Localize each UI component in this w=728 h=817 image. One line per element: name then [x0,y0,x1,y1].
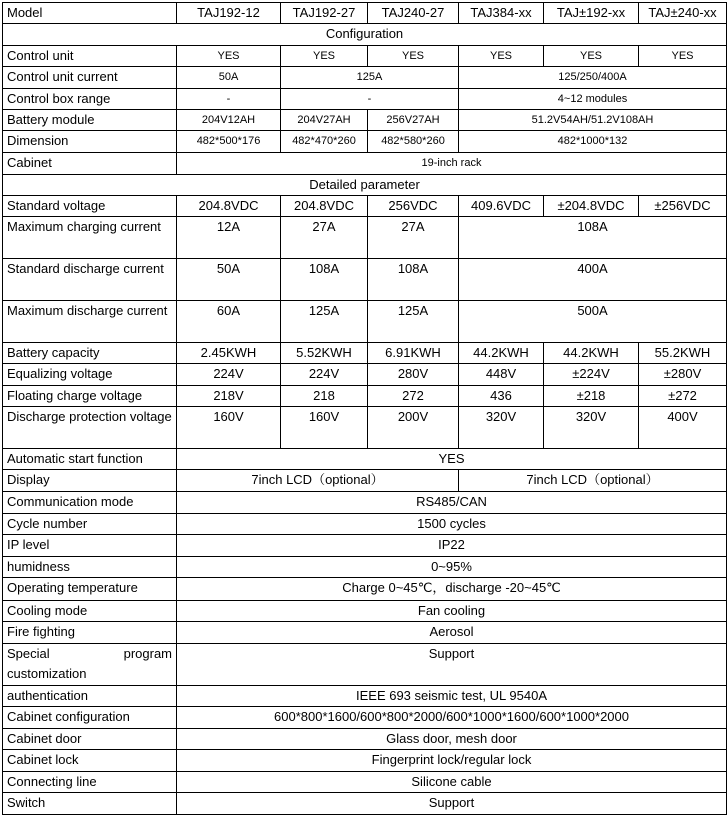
table-row [3,301,727,343]
cell-value: 160V [177,407,281,449]
cell-value: 19-inch rack [177,153,727,175]
cell-value: 60A [177,301,281,343]
cell-value: 1500 cycles [177,514,727,535]
cell-value: YES [639,46,727,67]
cell-value: 44.2KWH [459,343,544,364]
model-name: TAJ192-12 [177,3,281,24]
cell-value: 7inch LCD（optional） [177,470,459,492]
cell-value: 256VDC [368,196,459,217]
table-row [3,792,727,814]
table-row [3,557,727,578]
row-label: Cabinet configuration [3,706,177,728]
table-row [3,196,727,217]
model-name: TAJ192-27 [281,3,368,24]
table-row [3,514,727,535]
cell-value: 200V [368,407,459,449]
cell-value: YES [544,46,639,67]
cell-value: 448V [459,364,544,386]
row-label: Special program customization [3,643,177,685]
table-row [3,131,727,153]
table-row [3,578,727,600]
cell-value: Charge 0~45℃，discharge -20~45℃ [177,578,727,600]
cell-value: YES [177,449,727,470]
table-row [3,643,727,685]
model-name: TAJ384-xx [459,3,544,24]
table-row [3,492,727,514]
cell-value: 320V [544,407,639,449]
cell-value: 50A [177,259,281,301]
row-label: Standard discharge current [3,259,177,301]
cell-value: Glass door, mesh door [177,728,727,749]
cell-value: 204V27AH [281,110,368,131]
cell-value: 55.2KWH [639,343,727,364]
row-label: Control box range [3,89,177,110]
model-name: TAJ±192-xx [544,3,639,24]
cell-value: 224V [177,364,281,386]
cell-value: Silicone cable [177,771,727,792]
cell-value: 125A [281,301,368,343]
row-label: Communication mode [3,492,177,514]
row-label: Cooling mode [3,600,177,621]
model-label: Model [3,3,177,24]
cell-value: Support [177,792,727,814]
table-row [3,153,727,175]
table-row [3,728,727,749]
cell-value: RS485/CAN [177,492,727,514]
cell-value: YES [177,46,281,67]
cell-value: 256V27AH [368,110,459,131]
cell-value: ±204.8VDC [544,196,639,217]
table-row [3,89,727,110]
row-label: Cycle number [3,514,177,535]
spec-table [2,2,727,815]
table-row [3,600,727,621]
cell-value: 7inch LCD（optional） [459,470,727,492]
cell-value: 125/250/400A [459,67,727,89]
cell-value: 400V [639,407,727,449]
section-title-configuration: Configuration [3,24,727,46]
table-row [3,46,727,67]
row-label: Automatic start function [3,449,177,470]
row-label: Connecting line [3,771,177,792]
section-title-detailed: Detailed parameter [3,175,727,196]
cell-value: 204.8VDC [177,196,281,217]
cell-value: 482*1000*132 [459,131,727,153]
model-name: TAJ±240-xx [639,3,727,24]
cell-value: 436 [459,386,544,407]
table-row [3,386,727,407]
table-row [3,67,727,89]
cell-value: 125A [368,301,459,343]
cell-value: YES [281,46,368,67]
cell-value: IP22 [177,535,727,557]
row-label: humidness [3,557,177,578]
header-row [3,3,727,24]
cell-value: ±224V [544,364,639,386]
cell-value: 320V [459,407,544,449]
cell-value: Aerosol [177,621,727,643]
cell-value: 218 [281,386,368,407]
row-label: Fire fighting [3,621,177,643]
cell-value: 44.2KWH [544,343,639,364]
cell-value: 2.45KWH [177,343,281,364]
cell-value: 50A [177,67,281,89]
cell-value: 600*800*1600/600*800*2000/600*1000*1600/600*1000*2000 [177,706,727,728]
row-label: Maximum charging current [3,217,177,259]
cell-value: 272 [368,386,459,407]
cell-value: 125A [281,67,459,89]
row-label: Dimension [3,131,177,153]
row-label: Control unit current [3,67,177,89]
cell-value: 160V [281,407,368,449]
cell-value: ±280V [639,364,727,386]
cell-value: 12A [177,217,281,259]
row-label: Standard voltage [3,196,177,217]
cell-value: 400A [459,259,727,301]
row-label: IP level [3,535,177,557]
cell-value: 482*470*260 [281,131,368,153]
cell-value: ±256VDC [639,196,727,217]
cell-value: Fingerprint lock/regular lock [177,749,727,771]
row-label: Maximum discharge current [3,301,177,343]
row-label: Floating charge voltage [3,386,177,407]
table-row [3,449,727,470]
cell-value: 108A [281,259,368,301]
cell-value: 27A [368,217,459,259]
row-label: Cabinet door [3,728,177,749]
cell-value: 0~95% [177,557,727,578]
cell-value: 108A [459,217,727,259]
cell-value: YES [459,46,544,67]
section-row [3,24,727,46]
table-row [3,217,727,259]
cell-value: 218V [177,386,281,407]
cell-value: YES [368,46,459,67]
model-name: TAJ240-27 [368,3,459,24]
table-row [3,621,727,643]
row-label: Cabinet [3,153,177,175]
cell-value: 482*580*260 [368,131,459,153]
cell-value: 5.52KWH [281,343,368,364]
cell-value: 108A [368,259,459,301]
row-label: Discharge protection voltage [3,407,177,449]
table-row [3,470,727,492]
cell-value: 204V12AH [177,110,281,131]
row-label: Cabinet lock [3,749,177,771]
cell-value: ±218 [544,386,639,407]
row-label: Operating temperature [3,578,177,600]
cell-value: Support [177,643,727,685]
cell-value: 6.91KWH [368,343,459,364]
table-row [3,407,727,449]
cell-value: Fan cooling [177,600,727,621]
table-row [3,749,727,771]
cell-value: 51.2V54AH/51.2V108AH [459,110,727,131]
table-row [3,685,727,706]
row-label: Equalizing voltage [3,364,177,386]
table-row [3,259,727,301]
cell-value: 4~12 modules [459,89,727,110]
cell-value: 280V [368,364,459,386]
cell-value: - [281,89,459,110]
table-row [3,771,727,792]
cell-value: 27A [281,217,368,259]
table-row [3,364,727,386]
section-row [3,175,727,196]
row-label: Battery capacity [3,343,177,364]
table-row [3,110,727,131]
cell-value: 409.6VDC [459,196,544,217]
cell-value: - [177,89,281,110]
row-label: Battery module [3,110,177,131]
cell-value: 482*500*176 [177,131,281,153]
cell-value: 500A [459,301,727,343]
row-label: Switch [3,792,177,814]
row-label: Control unit [3,46,177,67]
cell-value: 224V [281,364,368,386]
row-label: Display [3,470,177,492]
row-label: authentication [3,685,177,706]
table-row [3,535,727,557]
table-row [3,706,727,728]
cell-value: IEEE 693 seismic test, UL 9540A [177,685,727,706]
cell-value: ±272 [639,386,727,407]
cell-value: 204.8VDC [281,196,368,217]
table-row [3,343,727,364]
